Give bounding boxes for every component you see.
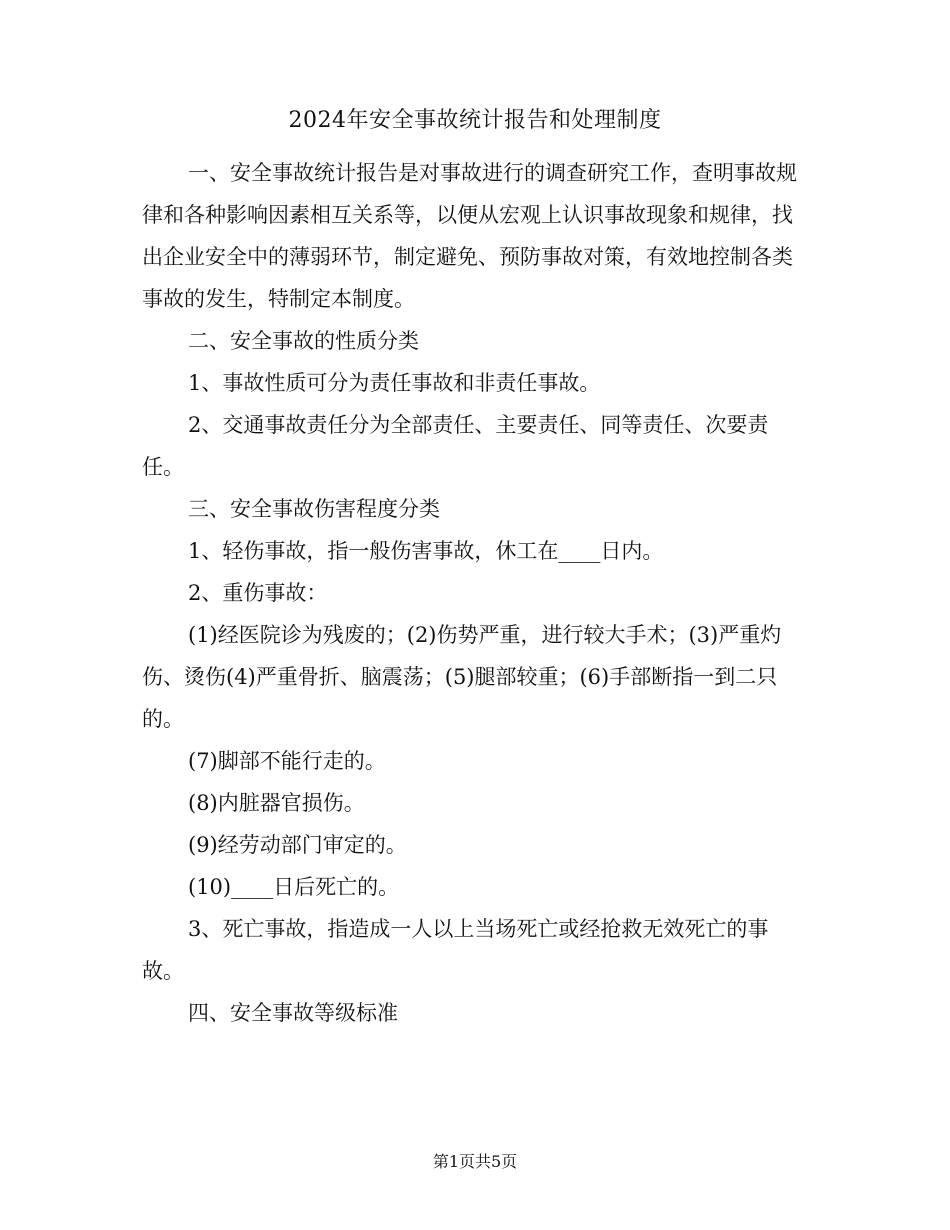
paragraph-2-1: 1、事故性质可分为责任事故和非责任事故。 [188, 371, 601, 395]
document-body [142, 152, 810, 1034]
page-footer: 第1页共5页 [432, 1152, 518, 1171]
paragraph-1: 一、安全事故统计报告是对事故进行的调查研究工作，查明事故规律和各种影响因素相互关系等，以便从宏观上认识事故现象和规律，找出企业安全中的薄弱环节，制定避免、预防事故对策，有效地控制各类事故的发生，特制定本制度。 [142, 161, 797, 311]
paragraph-3-2-item-9: (9)经劳动部门审定的。 [188, 833, 407, 857]
paragraph-3-2-item-10: (10)____日后死亡的。 [188, 875, 400, 899]
section-heading-3: 三、安全事故伤害程度分类 [188, 497, 440, 521]
paragraph-3-2-item-7: (7)脚部不能行走的。 [188, 749, 386, 773]
section-heading-4: 四、安全事故等级标准 [188, 1001, 398, 1025]
paragraph-3-2-item-8: (8)内脏器官损伤。 [188, 791, 365, 815]
document-title: 2024年安全事故统计报告和处理制度 [288, 108, 662, 133]
paragraph-3-1: 1、轻伤事故，指一般伤害事故，休工在____日内。 [188, 539, 664, 563]
paragraph-2-2: 2、交通事故责任分为全部责任、主要责任、同等责任、次要责任。 [142, 413, 769, 479]
paragraph-3-2-items: (1)经医院诊为残废的；(2)伤势严重，进行较大手术；(3)严重灼伤、烫伤(4)严重骨折、脑震荡；(5)腿部较重；(6)手部断指一到二只的。 [142, 623, 782, 731]
paragraph-3-3: 3、死亡事故，指造成一人以上当场死亡或经抢救无效死亡的事故。 [142, 917, 769, 983]
section-heading-2: 二、安全事故的性质分类 [188, 329, 419, 353]
paragraph-3-2: 2、重伤事故： [188, 581, 328, 605]
